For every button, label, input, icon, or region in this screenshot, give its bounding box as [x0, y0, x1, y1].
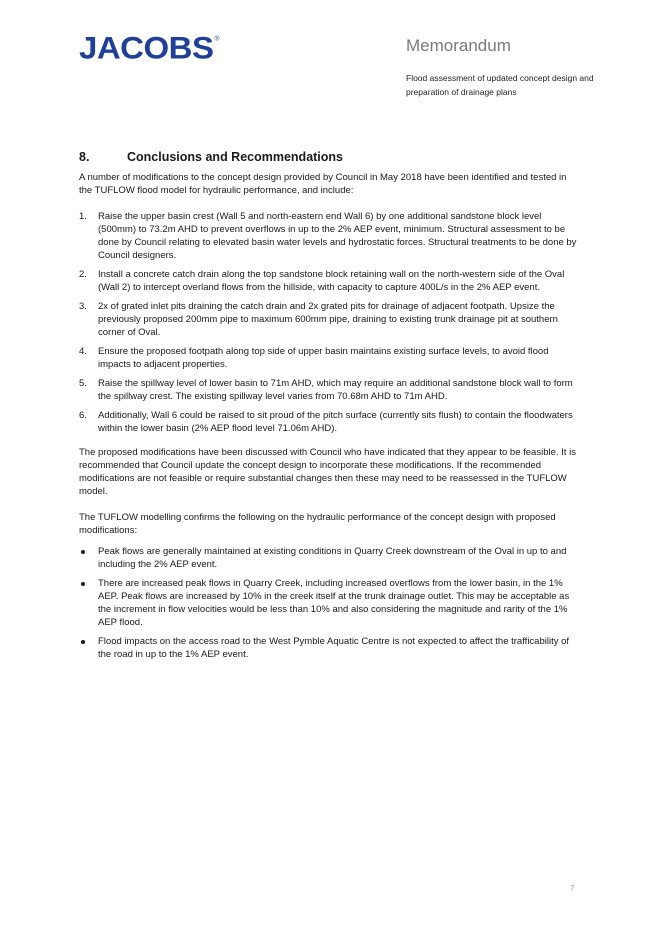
list-item-text: Raise the spillway level of lower basin to 71m AHD, which may require an additional sandstone block wall to form the spillway crest. The existing spillway level varies from 70.68m AHD to 71m AHD. — [98, 378, 573, 402]
list-item-text: 2x of grated inlet pits draining the catch drain and 2x grated pits for drainage of adjacent footpath. Upsize the previously proposed 200mm pipe to maximum 600mm pipe, draining to existing trunk drainage pit at southern corner of Oval. — [98, 301, 558, 338]
list-item-text: There are increased peak flows in Quarry Creek, including increased overflows from the lower basin, in the 1% AEP. Peak flows are increased by 10% in the creek itself at the trunk drainage outlet. This may be acceptable as the increment in flow velocities would be less than 10% and also considering the magnitude and rarity of the 1% AEP flood. — [98, 578, 570, 628]
doc-type-title: Memorandum — [406, 36, 511, 55]
list-item-text: Ensure the proposed footpath along top side of upper basin maintains existing surface levels, to avoid flood impacts to adjacent properties. — [98, 346, 549, 370]
list-marker: 3. — [79, 301, 87, 312]
jacobs-logo: JACOBS® — [79, 29, 220, 66]
list-item — [79, 577, 579, 629]
registered-mark: ® — [214, 35, 220, 43]
list-marker: 1. — [79, 211, 87, 222]
bullet-icon — [81, 640, 85, 644]
recommendations-list — [79, 210, 579, 435]
list-item — [79, 345, 579, 371]
list-item-text: Install a concrete catch drain along the top sandstone block retaining wall on the north-western side of the Oval (Wall 2) to intercept overland flows from the hillside, with capacity to capture 400L/s in the 2% AEP event. — [98, 269, 565, 293]
list-item-text: Additionally, Wall 6 could be raised to sit proud of the pitch surface (currently sits flush) to contain the floodwaters within the lower basin (2% AEP flood level 71.06m AHD). — [98, 410, 573, 434]
list-marker: 4. — [79, 346, 87, 357]
findings-intro-paragraph: The TUFLOW modelling confirms the following on the hydraulic performance of the concept design with proposed modifications: — [79, 512, 556, 536]
list-item — [79, 210, 579, 262]
doc-subtitle: Flood assessment of updated concept design and preparation of drainage plans — [406, 73, 594, 97]
discussion-paragraph: The proposed modifications have been discussed with Council who have indicated that they appear to be feasible. It is recommended that Council update the concept design to incorporate these modifications. If the recommended modifications are not feasible or require substantial changes then these may need to be reassessed in the TUFLOW model. — [79, 447, 576, 497]
list-marker: 5. — [79, 378, 87, 389]
section-title: Conclusions and Recommendations — [127, 150, 344, 164]
list-item-text: Raise the upper basin crest (Wall 5 and north-eastern end Wall 6) by one additional sandstone block level (500mm) to 73.2m AHD to prevent overflows in up to the 2% AEP event, minimum. Structural assessment to be done by Council relating to elevated basin water levels and hydrostatic forces. Structural treatments to be done by Council designers. — [98, 211, 577, 261]
bullet-icon — [81, 582, 85, 586]
page-number: 7 — [570, 884, 575, 893]
findings-list — [79, 545, 579, 661]
section-number: 8. — [79, 150, 90, 164]
list-item — [79, 377, 579, 403]
bullet-icon — [81, 550, 85, 554]
list-item — [79, 268, 579, 294]
section-heading — [79, 150, 579, 164]
list-marker: 2. — [79, 269, 87, 280]
list-item — [79, 300, 579, 339]
list-item-text: Peak flows are generally maintained at existing conditions in Quarry Creek downstream of the Oval in up to and including the 2% AEP event. — [98, 546, 567, 570]
list-marker: 6. — [79, 410, 87, 421]
list-item-text: Flood impacts on the access road to the West Pymble Aquatic Centre is not expected to affect the trafficability of the road in up to the 1% AEP event. — [98, 636, 570, 660]
list-item — [79, 635, 579, 661]
list-item — [79, 409, 579, 435]
section-body — [79, 150, 579, 672]
intro-paragraph: A number of modifications to the concept design provided by Council in May 2018 have been identified and tested in the TUFLOW flood model for hydraulic performance, and include: — [79, 172, 567, 196]
list-item — [79, 545, 579, 571]
